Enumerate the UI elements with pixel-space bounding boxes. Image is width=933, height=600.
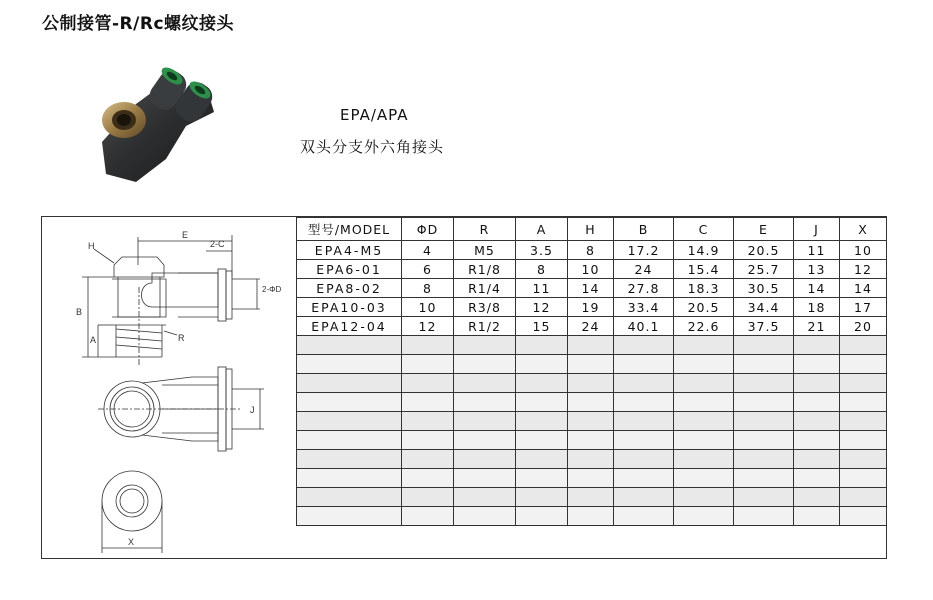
empty-cell: [734, 374, 794, 393]
empty-cell: [402, 412, 454, 431]
table-cell: 15.4: [674, 260, 734, 279]
table-cell: R1/4: [454, 279, 516, 298]
empty-table-row: [297, 450, 887, 469]
empty-table-row: [297, 374, 887, 393]
empty-cell: [840, 374, 887, 393]
table-cell: 19: [568, 298, 614, 317]
empty-cell: [402, 450, 454, 469]
table-cell: R3/8: [454, 298, 516, 317]
empty-cell: [614, 431, 674, 450]
empty-cell: [734, 336, 794, 355]
table-cell: 12: [516, 298, 568, 317]
empty-cell: [614, 450, 674, 469]
table-cell: 21: [794, 317, 840, 336]
table-cell: 17.2: [614, 241, 674, 260]
empty-cell: [568, 431, 614, 450]
empty-cell: [454, 393, 516, 412]
model-cell: EPA4-M5: [297, 241, 402, 260]
empty-cell: [297, 412, 402, 431]
col-header-j: J: [794, 218, 840, 241]
empty-cell: [674, 431, 734, 450]
table-cell: 8: [516, 260, 568, 279]
empty-cell: [568, 412, 614, 431]
empty-cell: [454, 488, 516, 507]
empty-cell: [734, 355, 794, 374]
empty-cell: [297, 355, 402, 374]
model-cell: EPA10-03: [297, 298, 402, 317]
table-cell: 24: [614, 260, 674, 279]
empty-cell: [516, 450, 568, 469]
empty-cell: [568, 336, 614, 355]
table-row: [297, 260, 887, 279]
empty-cell: [297, 469, 402, 488]
empty-cell: [614, 336, 674, 355]
empty-cell: [454, 507, 516, 526]
empty-cell: [614, 412, 674, 431]
empty-cell: [568, 450, 614, 469]
empty-cell: [297, 374, 402, 393]
model-cell: EPA8-02: [297, 279, 402, 298]
empty-table-row: [297, 393, 887, 412]
empty-table-row: [297, 355, 887, 374]
empty-cell: [454, 355, 516, 374]
empty-cell: [794, 431, 840, 450]
col-header-b: B: [614, 218, 674, 241]
empty-cell: [516, 469, 568, 488]
table-cell: 11: [794, 241, 840, 260]
empty-cell: [516, 336, 568, 355]
empty-cell: [402, 469, 454, 488]
table-cell: 14: [568, 279, 614, 298]
empty-cell: [516, 393, 568, 412]
empty-cell: [568, 374, 614, 393]
empty-cell: [454, 336, 516, 355]
table-cell: R1/2: [454, 317, 516, 336]
empty-cell: [614, 507, 674, 526]
spec-table: [296, 217, 887, 526]
empty-cell: [454, 450, 516, 469]
empty-cell: [568, 469, 614, 488]
empty-cell: [840, 393, 887, 412]
dim-label-a: A: [90, 335, 97, 345]
empty-cell: [297, 450, 402, 469]
model-cell: EPA6-01: [297, 260, 402, 279]
empty-table-row: [297, 507, 887, 526]
empty-cell: [568, 355, 614, 374]
technical-drawing: [42, 217, 296, 558]
table-cell: M5: [454, 241, 516, 260]
model-code: EPA/APA: [340, 106, 409, 124]
empty-cell: [674, 355, 734, 374]
table-row: [297, 298, 887, 317]
empty-cell: [674, 393, 734, 412]
table-header-row: [297, 218, 887, 241]
table-cell: 10: [568, 260, 614, 279]
empty-cell: [734, 412, 794, 431]
table-body: [297, 241, 887, 526]
table-cell: 14.9: [674, 241, 734, 260]
empty-cell: [734, 488, 794, 507]
empty-cell: [516, 355, 568, 374]
table-cell: R1/8: [454, 260, 516, 279]
empty-cell: [297, 507, 402, 526]
table-row: [297, 317, 887, 336]
col-header-a: A: [516, 218, 568, 241]
table-cell: 25.7: [734, 260, 794, 279]
empty-cell: [454, 431, 516, 450]
table-row: [297, 279, 887, 298]
empty-cell: [297, 488, 402, 507]
empty-cell: [614, 355, 674, 374]
empty-cell: [297, 393, 402, 412]
empty-cell: [840, 450, 887, 469]
empty-cell: [454, 374, 516, 393]
table-cell: 11: [516, 279, 568, 298]
col-header-r: R: [454, 218, 516, 241]
empty-cell: [674, 469, 734, 488]
table-cell: 15: [516, 317, 568, 336]
table-cell: 17: [840, 298, 887, 317]
table-cell: 6: [402, 260, 454, 279]
table-cell: 13: [794, 260, 840, 279]
empty-cell: [402, 488, 454, 507]
dim-label-e: E: [182, 230, 189, 240]
empty-cell: [794, 507, 840, 526]
empty-cell: [568, 393, 614, 412]
empty-cell: [840, 355, 887, 374]
empty-cell: [516, 431, 568, 450]
empty-cell: [794, 393, 840, 412]
empty-cell: [402, 507, 454, 526]
empty-table-row: [297, 488, 887, 507]
empty-cell: [516, 374, 568, 393]
table-cell: 3.5: [516, 241, 568, 260]
table-cell: 37.5: [734, 317, 794, 336]
table-cell: 40.1: [614, 317, 674, 336]
table-row: [297, 241, 887, 260]
empty-cell: [297, 336, 402, 355]
empty-cell: [794, 469, 840, 488]
model-cell: EPA12-04: [297, 317, 402, 336]
empty-cell: [614, 488, 674, 507]
empty-cell: [568, 507, 614, 526]
empty-cell: [840, 488, 887, 507]
model-description: 双头分支外六角接头: [300, 138, 445, 156]
empty-cell: [402, 355, 454, 374]
dim-label-x: X: [128, 537, 135, 547]
empty-cell: [297, 431, 402, 450]
empty-table-row: [297, 469, 887, 488]
empty-cell: [794, 412, 840, 431]
empty-table-row: [297, 412, 887, 431]
empty-cell: [614, 374, 674, 393]
empty-cell: [794, 336, 840, 355]
table-cell: 34.4: [734, 298, 794, 317]
empty-cell: [734, 507, 794, 526]
empty-cell: [840, 469, 887, 488]
table-cell: 8: [568, 241, 614, 260]
col-header-model: 型号/MODEL: [297, 218, 402, 241]
empty-cell: [734, 431, 794, 450]
empty-cell: [402, 431, 454, 450]
empty-cell: [794, 374, 840, 393]
empty-cell: [674, 450, 734, 469]
table-cell: 20.5: [734, 241, 794, 260]
table-cell: 33.4: [614, 298, 674, 317]
dim-label-h: H: [88, 241, 95, 251]
empty-cell: [840, 336, 887, 355]
table-cell: 20: [840, 317, 887, 336]
empty-cell: [454, 412, 516, 431]
front-view: [98, 367, 264, 451]
col-header-x: X: [840, 218, 887, 241]
empty-cell: [794, 355, 840, 374]
empty-cell: [840, 507, 887, 526]
table-cell: 18: [794, 298, 840, 317]
side-view: [82, 235, 260, 367]
table-cell: 10: [840, 241, 887, 260]
table-cell: 8: [402, 279, 454, 298]
table-cell: 12: [402, 317, 454, 336]
empty-cell: [734, 450, 794, 469]
col-header-e: E: [734, 218, 794, 241]
empty-cell: [614, 393, 674, 412]
empty-cell: [454, 469, 516, 488]
col-header-c: C: [674, 218, 734, 241]
table-cell: 4: [402, 241, 454, 260]
empty-cell: [402, 374, 454, 393]
dim-label-d: 2-ΦD: [262, 285, 282, 294]
empty-table-row: [297, 336, 887, 355]
table-cell: 14: [794, 279, 840, 298]
empty-cell: [794, 450, 840, 469]
empty-cell: [674, 336, 734, 355]
page-title: 公制接管-R/Rc螺纹接头: [42, 14, 235, 34]
dim-label-b: B: [76, 307, 83, 317]
table-cell: 24: [568, 317, 614, 336]
dim-label-c: 2-C: [210, 239, 225, 249]
empty-cell: [674, 507, 734, 526]
table-cell: 20.5: [674, 298, 734, 317]
table-cell: 27.8: [614, 279, 674, 298]
empty-cell: [402, 393, 454, 412]
col-header-d: ΦD: [402, 218, 454, 241]
empty-table-row: [297, 431, 887, 450]
col-header-h: H: [568, 218, 614, 241]
empty-cell: [516, 488, 568, 507]
table-cell: 30.5: [734, 279, 794, 298]
empty-cell: [674, 374, 734, 393]
table-cell: 10: [402, 298, 454, 317]
table-cell: 22.6: [674, 317, 734, 336]
empty-cell: [568, 488, 614, 507]
empty-cell: [674, 488, 734, 507]
dim-label-r: R: [178, 333, 185, 343]
table-cell: 18.3: [674, 279, 734, 298]
empty-cell: [516, 412, 568, 431]
dim-label-j: J: [250, 405, 255, 415]
empty-cell: [734, 469, 794, 488]
product-photo: [96, 64, 222, 188]
empty-cell: [840, 431, 887, 450]
empty-cell: [840, 412, 887, 431]
empty-cell: [516, 507, 568, 526]
table-cell: 14: [840, 279, 887, 298]
table-cell: 12: [840, 260, 887, 279]
empty-cell: [734, 393, 794, 412]
empty-cell: [614, 469, 674, 488]
empty-cell: [402, 336, 454, 355]
empty-cell: [674, 412, 734, 431]
empty-cell: [794, 488, 840, 507]
